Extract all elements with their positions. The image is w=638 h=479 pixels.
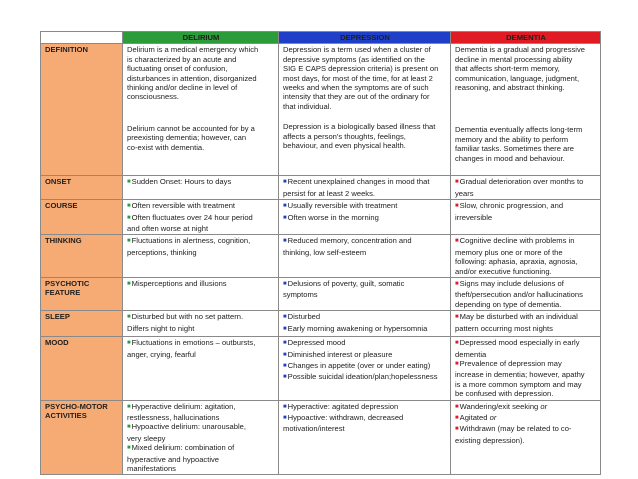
- blue-bullet-icon: ■: [283, 325, 287, 332]
- row-onset: [41, 176, 601, 200]
- or-conjunction: or: [489, 412, 497, 422]
- or-conjunction: or: [540, 401, 548, 411]
- green-bullet-icon: ■: [127, 203, 131, 210]
- text-line: preexisting dementia; however, can: [127, 133, 247, 143]
- text-line: co-exist with dementia.: [127, 142, 205, 152]
- bullet-text: Signs may include delusions of: [459, 279, 564, 289]
- text-line: Delirium cannot be accounted for by a: [127, 123, 255, 133]
- delirium-cell: [123, 278, 279, 311]
- blue-bullet-icon: ■: [283, 238, 287, 245]
- text-line: anger, crying, fearful: [127, 349, 196, 359]
- header-depression: DEPRESSION: [279, 32, 451, 44]
- bullet-text: Hypoactive: withdrawn, decreased: [287, 412, 404, 422]
- depression-cell: [279, 400, 451, 475]
- dementia-cell: [451, 235, 601, 278]
- text-line: thinking, low self-esteem: [283, 247, 367, 257]
- row-mood: [41, 337, 601, 400]
- row-label: SLEEP: [41, 311, 123, 337]
- blue-bullet-icon: ■: [283, 179, 287, 186]
- row-definition: [41, 44, 601, 176]
- dementia-cell: [451, 400, 601, 475]
- delirium-cell: [123, 311, 279, 337]
- text-line: decline in mental processing ability: [455, 54, 573, 64]
- blue-bullet-icon: ■: [283, 351, 287, 358]
- bullet-text: Hyperactive delirium: agitation,: [131, 401, 236, 411]
- text-line: familiar tasks. Sometimes there are: [455, 144, 575, 154]
- blue-bullet-icon: ■: [283, 362, 287, 369]
- delirium-cell: [123, 337, 279, 400]
- text-line: Dementia is a gradual and progressive: [455, 45, 586, 55]
- row-label: MOOD: [41, 337, 123, 400]
- bullet-text: Changes in appetite (over or under eating): [287, 360, 431, 370]
- blue-bullet-icon: ■: [283, 414, 287, 421]
- depression-cell: [279, 278, 451, 311]
- depression-cell: [279, 200, 451, 235]
- row-sleep: [41, 311, 601, 337]
- green-bullet-icon: ■: [127, 445, 131, 452]
- bullet-text: Withdrawn (may be related to co-: [459, 424, 572, 434]
- bullet-text: Often fluctuates over 24 hour period: [131, 212, 253, 222]
- spacer: [283, 111, 447, 122]
- spacer: [455, 103, 597, 114]
- text-line: Depression is a term used when a cluster of: [283, 45, 431, 55]
- row-psychotic-feature: [41, 278, 601, 311]
- red-bullet-icon: ■: [455, 414, 459, 421]
- red-bullet-icon: ■: [455, 426, 459, 433]
- text-line: following: aphasia, apraxia, agnosia,: [455, 257, 578, 267]
- text-line: intensity that they are out of the ordinary for: [283, 92, 430, 102]
- row-label: THINKING: [41, 235, 123, 278]
- bullet-text: Wandering/exit seeking: [459, 401, 539, 411]
- comparison-table: [40, 31, 601, 475]
- text-line: and/or executive functioning.: [455, 266, 552, 276]
- bullet-text: Often reversible with treatment: [131, 201, 236, 211]
- bullet-text: Usually reversible with treatment: [287, 201, 398, 211]
- text-line: and often worse at night: [127, 224, 209, 234]
- row-psychomotor-activities: [41, 400, 601, 475]
- bullet-text: Slow, chronic progression, and: [459, 201, 564, 211]
- bullet-text: Misperceptions and illusions: [131, 279, 227, 289]
- text-line: restlessness, hallucinations: [127, 412, 220, 422]
- dementia-cell: [451, 278, 601, 311]
- blue-bullet-icon: ■: [283, 281, 287, 288]
- text-line: changes in mood and behaviour.: [455, 153, 565, 163]
- blue-bullet-icon: ■: [283, 374, 287, 381]
- green-bullet-icon: ■: [127, 424, 131, 431]
- green-bullet-icon: ■: [127, 403, 131, 410]
- text-line: that affects short-term memory,: [455, 64, 560, 74]
- text-line: theft/persecution and/or hallucinations: [455, 290, 583, 300]
- spacer: [455, 114, 597, 125]
- corner-cell: [41, 32, 123, 44]
- depression-cell: [279, 44, 451, 176]
- delirium-cell: [123, 176, 279, 200]
- row-course: [41, 200, 601, 235]
- text-line: perceptions, thinking: [127, 247, 197, 257]
- text-line: Dementia eventually affects long-term: [455, 125, 583, 135]
- row-label: PSYCHOTIC FEATURE: [41, 278, 123, 311]
- bullet-text: Disturbed: [287, 312, 321, 322]
- red-bullet-icon: ■: [455, 340, 459, 347]
- blue-bullet-icon: ■: [283, 340, 287, 347]
- text-line: years: [455, 188, 474, 198]
- bullet-text: Gradual deterioration over months to: [459, 177, 584, 187]
- text-line: irreversible: [455, 212, 493, 222]
- bullet-text: Mixed delirium: combination of: [131, 443, 235, 453]
- header-delirium: DELIRIUM: [123, 32, 279, 44]
- text-line: that individual.: [283, 101, 332, 111]
- delirium-cell: [123, 235, 279, 278]
- text-line: is characterized by an acute and: [127, 54, 237, 64]
- text-line: hyperactive and hypoactive: [127, 454, 220, 464]
- bullet-text: Prevalence of depression may: [459, 358, 562, 368]
- text-line: increase in dementia; however, apathy: [455, 370, 585, 380]
- text-line: motivation/interest: [283, 424, 345, 434]
- red-bullet-icon: ■: [455, 203, 459, 210]
- red-bullet-icon: ■: [455, 360, 459, 367]
- text-line: manifestations: [127, 463, 176, 473]
- bullet-text: Agitated: [459, 412, 488, 422]
- text-line: dementia: [455, 349, 487, 359]
- row-label: ONSET: [41, 176, 123, 200]
- blue-bullet-icon: ■: [283, 214, 287, 221]
- green-bullet-icon: ■: [127, 214, 131, 221]
- depression-cell: [279, 311, 451, 337]
- dementia-cell: [451, 44, 601, 176]
- delirium-cell: [123, 44, 279, 176]
- blue-bullet-icon: ■: [283, 403, 287, 410]
- text-line: disturbances in attention, disorganized: [127, 73, 257, 83]
- text-line: pattern occurring most nights: [455, 323, 553, 333]
- text-line: memory and the ability to perform: [455, 134, 569, 144]
- depression-cell: [279, 176, 451, 200]
- text-line: most days, for most of the time, for at least 2: [283, 73, 433, 83]
- spacer: [455, 92, 597, 103]
- blue-bullet-icon: ■: [283, 203, 287, 210]
- bullet-text: Reduced memory, concentration and: [287, 236, 412, 246]
- text-line: communication, language, judgment,: [455, 73, 580, 83]
- bullet-text: Fluctuations in emotions – outbursts,: [131, 338, 256, 348]
- bullet-text: Fluctuations in alertness, cognition,: [131, 236, 251, 246]
- dementia-cell: [451, 337, 601, 400]
- dementia-cell: [451, 200, 601, 235]
- text-line: fluctuating onset of confusion,: [127, 64, 228, 74]
- row-label: PSYCHO-MOTOR ACTIVITIES: [41, 400, 123, 475]
- text-line: depressive symptoms (as identified on the: [283, 54, 425, 64]
- red-bullet-icon: ■: [455, 179, 459, 186]
- text-line: SIG E CAPS depression criteria) is present on: [283, 64, 439, 74]
- text-line: weeks and when the symptoms are of such: [283, 83, 429, 93]
- red-bullet-icon: ■: [455, 281, 459, 288]
- bullet-text: Depressed mood especially in early: [459, 338, 580, 348]
- text-line: depending on type of dementia.: [455, 299, 562, 309]
- delirium-cell: [123, 200, 279, 235]
- delirium-cell: [123, 400, 279, 475]
- depression-cell: [279, 337, 451, 400]
- bullet-text: Diminished interest or pleasure: [287, 349, 393, 359]
- text-line: memory plus one or more of the: [455, 247, 563, 257]
- bullet-text: Depressed mood: [287, 338, 346, 348]
- spacer: [127, 113, 275, 124]
- text-line: persist for at least 2 weeks.: [283, 188, 376, 198]
- text-line: symptoms: [283, 290, 318, 300]
- green-bullet-icon: ■: [127, 179, 131, 186]
- dementia-cell: [451, 176, 601, 200]
- text-line: Depression is a biologically based illness that: [283, 122, 436, 132]
- row-label: DEFINITION: [41, 44, 123, 176]
- bullet-text: Often worse in the morning: [287, 212, 379, 222]
- bullet-text: Hypoactive delirium: unarousable,: [131, 422, 247, 432]
- text-line: is a more common symptom and may: [455, 379, 582, 389]
- header-row: [41, 32, 601, 44]
- header-dementia: DEMENTIA: [451, 32, 601, 44]
- text-line: behaviour, and even physical health.: [283, 141, 406, 151]
- green-bullet-icon: ■: [127, 238, 131, 245]
- bullet-text: Delusions of poverty, guilt, somatic: [287, 279, 405, 289]
- text-line: existing depression).: [455, 435, 525, 445]
- dementia-cell: [451, 311, 601, 337]
- bullet-text: Hyperactive: agitated depression: [287, 401, 399, 411]
- bullet-text: Disturbed but with no set pattern.: [131, 312, 244, 322]
- text-line: thinking and/or decline in level of: [127, 83, 238, 93]
- text-line: Differs night to night: [127, 323, 195, 333]
- blue-bullet-icon: ■: [283, 314, 287, 321]
- spacer: [127, 102, 275, 113]
- bullet-text: May be disturbed with an individual: [459, 312, 578, 322]
- green-bullet-icon: ■: [127, 340, 131, 347]
- depression-cell: [279, 235, 451, 278]
- bullet-text: Possible suicidal ideation/plan;hopelessness: [287, 372, 438, 382]
- green-bullet-icon: ■: [127, 314, 131, 321]
- bullet-text: Sudden Onset: Hours to days: [131, 177, 232, 187]
- bullet-text: Early morning awakening or hypersomnia: [287, 323, 428, 333]
- bullet-text: Cognitive decline with problems in: [459, 236, 575, 246]
- text-line: very sleepy: [127, 433, 166, 443]
- red-bullet-icon: ■: [455, 314, 459, 321]
- text-line: affects a person's thoughts, feelings,: [283, 131, 406, 141]
- row-thinking: [41, 235, 601, 278]
- text-line: Delirium is a medical emergency which: [127, 45, 259, 55]
- row-label: COURSE: [41, 200, 123, 235]
- text-line: consciousness.: [127, 92, 179, 102]
- text-line: reasoning, and abstract thinking.: [455, 83, 565, 93]
- red-bullet-icon: ■: [455, 238, 459, 245]
- bullet-text: Recent unexplained changes in mood that: [287, 177, 430, 187]
- green-bullet-icon: ■: [127, 281, 131, 288]
- red-bullet-icon: ■: [455, 403, 459, 410]
- text-line: be confused with depression.: [455, 389, 554, 399]
